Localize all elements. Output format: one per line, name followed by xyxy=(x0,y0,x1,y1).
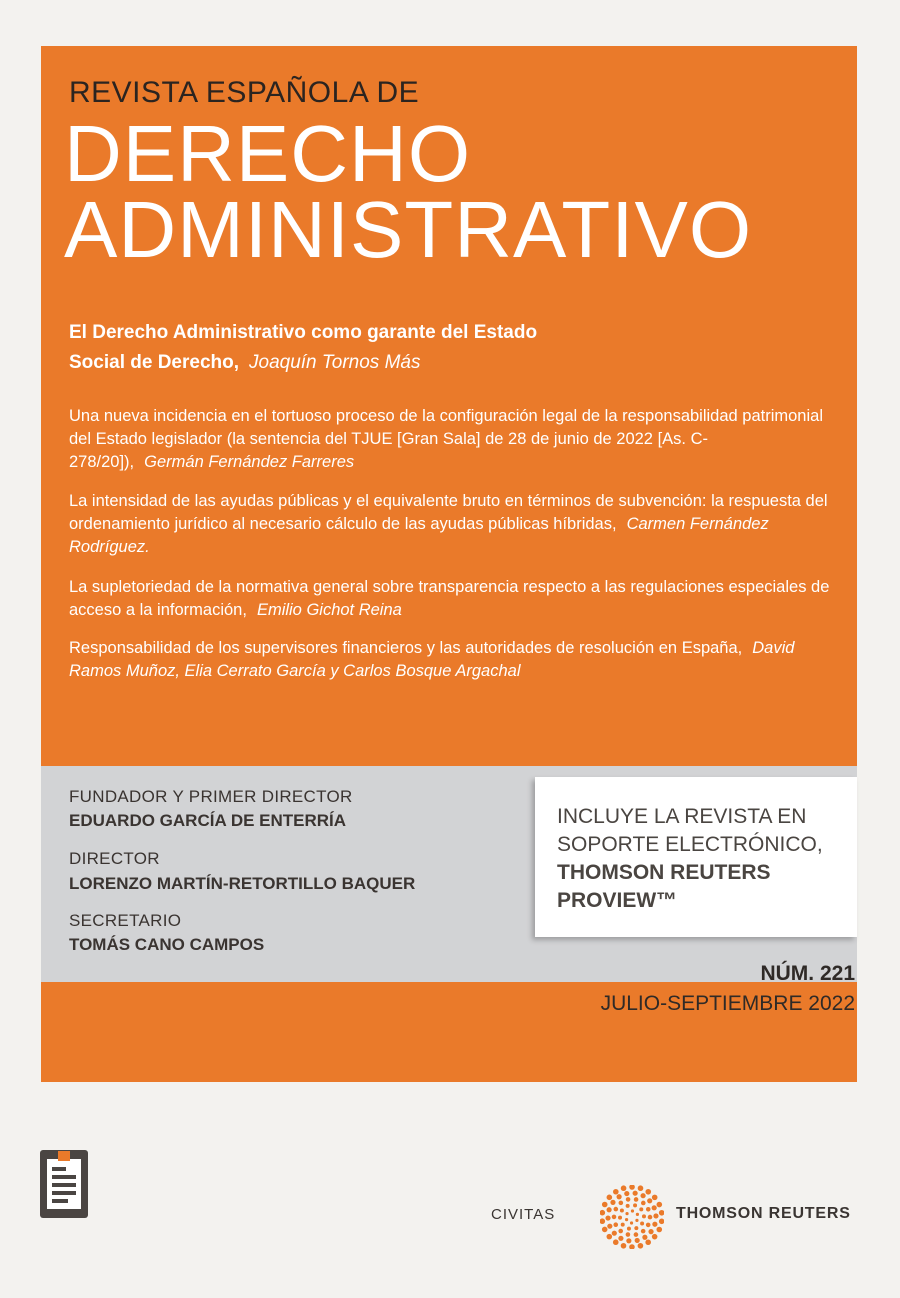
article-4 xyxy=(69,637,839,683)
civitas-imprint: CIVITAS xyxy=(491,1206,556,1223)
director-name: LORENZO MARTÍN-RETORTILLO BAQUER xyxy=(69,874,416,893)
article-3 xyxy=(69,576,839,622)
founder-role: FUNDADOR Y PRIMER DIRECTOR xyxy=(69,787,353,806)
founder-name: EDUARDO GARCÍA DE ENTERRÍA xyxy=(69,811,347,830)
article-title: La intensidad de las ayudas públicas y el equivalente bruto en términos de subvención: la respuesta del ordenamiento jurídico al necesario cálculo de las ayudas públicas híbridas, xyxy=(69,492,828,533)
proview-promo-box xyxy=(535,777,857,937)
lead-article-title-2: Social de Derecho, xyxy=(69,352,240,373)
document-icon xyxy=(40,1150,88,1218)
director-role: DIRECTOR xyxy=(69,849,160,868)
promo-line-3: THOMSON REUTERS xyxy=(557,861,771,884)
lead-article-author: Joaquín Tornos Más xyxy=(249,352,421,373)
issue-number: NÚM. 221 xyxy=(760,962,855,985)
article-2 xyxy=(69,490,839,559)
journal-title-line-2: ADMINISTRATIVO xyxy=(64,185,753,274)
article-title: Una nueva incidencia en el tortuoso proceso de la configuración legal de la responsabilidad patrimonial del Estado legislador (la sentencia del TJUE [Gran Sala] de 28 de junio de 2022 [As. C-278/20]), xyxy=(69,407,823,471)
lead-article-title-1: El Derecho Administrativo como garante del Estado xyxy=(69,322,538,343)
promo-line-1: INCLUYE LA REVISTA EN xyxy=(557,805,807,828)
article-author: Germán Fernández Farreres xyxy=(144,453,355,471)
journal-series: REVISTA ESPAÑOLA DE xyxy=(69,76,420,109)
secretary-role: SECRETARIO xyxy=(69,911,182,930)
journal-title-line-1: DERECHO xyxy=(64,109,472,198)
article-title: La supletoriedad de la normativa general sobre transparencia respecto a las regulaciones especiales de acceso a la información, xyxy=(69,578,830,619)
lead-article xyxy=(69,318,829,378)
promo-line-2: SOPORTE ELECTRÓNICO, xyxy=(557,833,823,856)
article-author: Carmen Fernández Rodríguez. xyxy=(69,515,769,556)
thomson-reuters-wordmark: THOMSON REUTERS xyxy=(676,1205,851,1222)
article-author: Emilio Gichot Reina xyxy=(256,601,402,619)
article-1 xyxy=(69,405,839,474)
article-title: Responsabilidad de los supervisores financieros y las autoridades de resolución en España, xyxy=(69,639,743,657)
secretary-name: TOMÁS CANO CAMPOS xyxy=(69,935,265,954)
article-author: David Ramos Muñoz, Elia Cerrato García y Carlos Bosque Argachal xyxy=(69,639,795,680)
issue-period: JULIO-SEPTIEMBRE 2022 xyxy=(600,992,855,1015)
promo-line-4: PROVIEW™ xyxy=(557,889,678,912)
thomson-reuters-logo-icon xyxy=(600,1185,664,1249)
